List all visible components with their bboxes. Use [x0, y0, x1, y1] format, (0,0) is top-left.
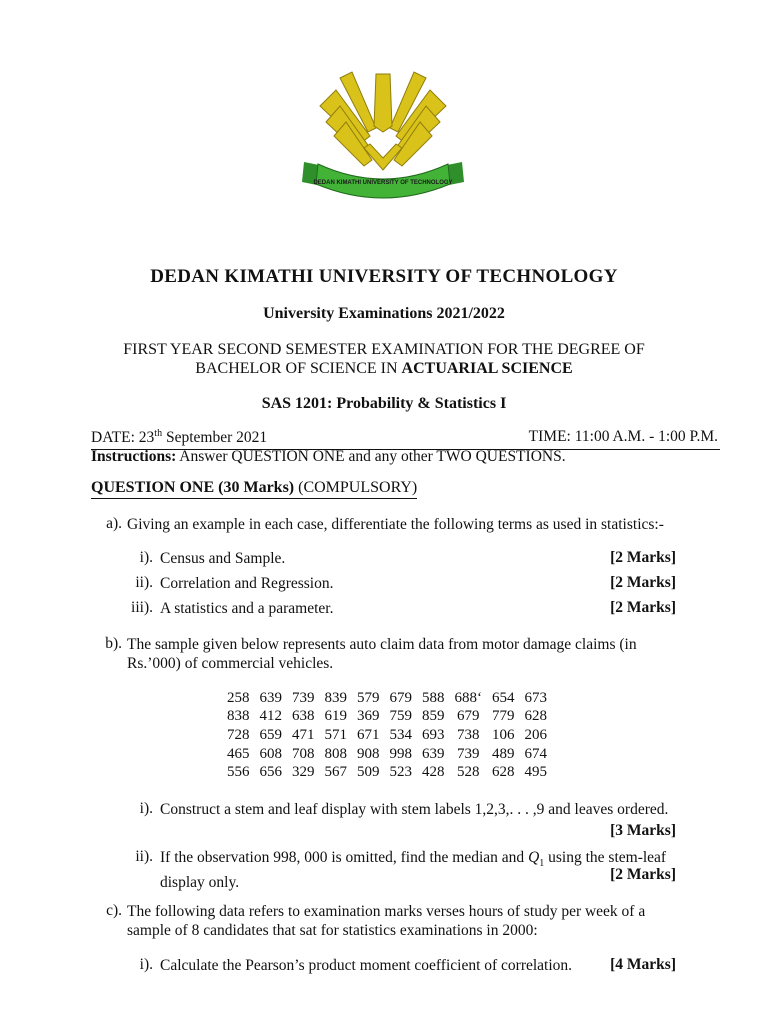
c-i-marks: [4 Marks]	[610, 956, 676, 973]
exam-date: DATE: 23th September 2021	[91, 428, 268, 447]
table-cell: 489	[492, 745, 515, 762]
university-name: DEDAN KIMATHI UNIVERSITY OF TECHNOLOGY	[150, 266, 618, 287]
b-ii-text: If the observation 998, 000 is omitted, find the median and $Q_1$ using the stem-leaf display only.	[160, 849, 667, 892]
table-cell: 908	[357, 745, 380, 762]
instructions: Instructions: Answer QUESTION ONE and any other TWO QUESTIONS.	[91, 448, 566, 465]
table-cell: 528	[457, 764, 480, 781]
table-cell: 671	[357, 726, 380, 743]
table-cell: 638	[292, 708, 315, 725]
table-cell: 759	[389, 708, 412, 725]
svg-text:DEDAN KIMATHI UNIVERSITY OF TE: DEDAN KIMATHI UNIVERSITY OF TECHNOLOGY	[313, 180, 453, 186]
part-a-text: Giving an example in each case, differentiate the following terms as used in statistics:-	[127, 516, 664, 533]
table-cell: 639	[422, 745, 445, 762]
table-cell: 679	[389, 689, 412, 706]
table-cell: 859	[422, 708, 445, 725]
table-cell: 654	[492, 689, 515, 706]
question-one-title: QUESTION ONE (30 Marks) (COMPULSORY)	[91, 479, 417, 499]
table-cell: 674	[524, 745, 547, 762]
table-cell: 998	[389, 745, 412, 762]
table-cell: 465	[227, 745, 250, 762]
b-i-label: i).	[139, 800, 153, 817]
table-cell: 728	[227, 726, 250, 743]
table-cell: 619	[324, 708, 347, 725]
table-cell: 471	[292, 726, 315, 743]
part-c-label: c).	[106, 902, 122, 919]
table-cell: 495	[524, 764, 547, 781]
table-cell: 258	[227, 689, 250, 706]
part-b-label: b).	[105, 635, 122, 652]
b-i-text: Construct a stem and leaf display with stem labels 1,2,3,. . . ,9 and leaves ordered.	[160, 801, 669, 818]
a-iii-marks: [2 Marks]	[610, 599, 676, 616]
table-cell: 839	[324, 689, 347, 706]
b-ii-marks: [2 Marks]	[610, 866, 676, 883]
table-cell: 556	[227, 764, 250, 781]
table-cell: 738	[457, 726, 480, 743]
table-cell: 588	[422, 689, 445, 706]
exam-session: University Examinations 2021/2022	[263, 305, 505, 322]
table-cell: 523	[389, 764, 412, 781]
exam-description: FIRST YEAR SECOND SEMESTER EXAMINATION FOR THE DEGREE OF BACHELOR OF SCIENCE IN ACTUARIAL SCIENCE	[123, 341, 645, 377]
table-cell: 106	[492, 726, 515, 743]
course-title: SAS 1201: Probability & Statistics I	[261, 395, 507, 412]
table-cell: 206	[524, 726, 547, 743]
table-cell: 708	[292, 745, 315, 762]
table-cell: 656	[259, 764, 282, 781]
b-i-marks: [3 Marks]	[610, 822, 676, 839]
table-cell: 369	[357, 708, 380, 725]
a-i-text: Census and Sample.	[160, 550, 286, 567]
table-cell: 693	[422, 726, 445, 743]
table-row	[222, 708, 552, 727]
table-cell: 659	[259, 726, 282, 743]
part-a-label: a).	[106, 515, 122, 532]
table-cell: 688‘	[454, 689, 482, 706]
part-c-text: The following data refers to examination marks verses hours of study per week of a sample of 8 candidates that sat for statistics examinations in 2000:	[127, 903, 646, 939]
table-cell: 679	[457, 708, 480, 725]
a-ii-label: ii).	[135, 574, 153, 591]
table-row	[222, 689, 552, 708]
table-cell: 608	[259, 745, 282, 762]
table-row	[222, 745, 552, 764]
part-b-text: The sample given below represents auto claim data from motor damage claims (in Rs.’000) of commercial vehicles.	[127, 636, 637, 672]
table-cell: 428	[422, 764, 445, 781]
table-cell: 329	[292, 764, 315, 781]
table-cell: 639	[259, 689, 282, 706]
table-row	[222, 763, 552, 782]
table-cell: 579	[357, 689, 380, 706]
c-i-text: Calculate the Pearson’s product moment coefficient of correlation.	[160, 957, 573, 974]
a-ii-text: Correlation and Regression.	[160, 575, 334, 592]
table-cell: 628	[492, 764, 515, 781]
a-iii-text: A statistics and a parameter.	[160, 600, 334, 617]
date-time-row	[91, 428, 718, 447]
c-i-label: i).	[139, 956, 153, 973]
table-cell: 673	[524, 689, 547, 706]
table-cell: 838	[227, 708, 250, 725]
claims-data-table	[222, 689, 552, 782]
a-i-marks: [2 Marks]	[610, 549, 676, 566]
a-iii-label: iii).	[131, 599, 153, 616]
table-cell: 567	[324, 764, 347, 781]
table-cell: 739	[292, 689, 315, 706]
table-cell: 628	[524, 708, 547, 725]
b-ii-label: ii).	[135, 848, 153, 865]
table-cell: 509	[357, 764, 380, 781]
table-cell: 739	[457, 745, 480, 762]
table-cell: 412	[259, 708, 282, 725]
exam-time: TIME: 11:00 A.M. - 1:00 P.M.	[528, 428, 718, 445]
table-cell: 534	[389, 726, 412, 743]
a-ii-marks: [2 Marks]	[610, 574, 676, 591]
table-cell: 808	[324, 745, 347, 762]
table-cell: 571	[324, 726, 347, 743]
table-row	[222, 726, 552, 745]
a-i-label: i).	[139, 549, 153, 566]
table-cell: 779	[492, 708, 515, 725]
university-logo	[300, 66, 466, 200]
